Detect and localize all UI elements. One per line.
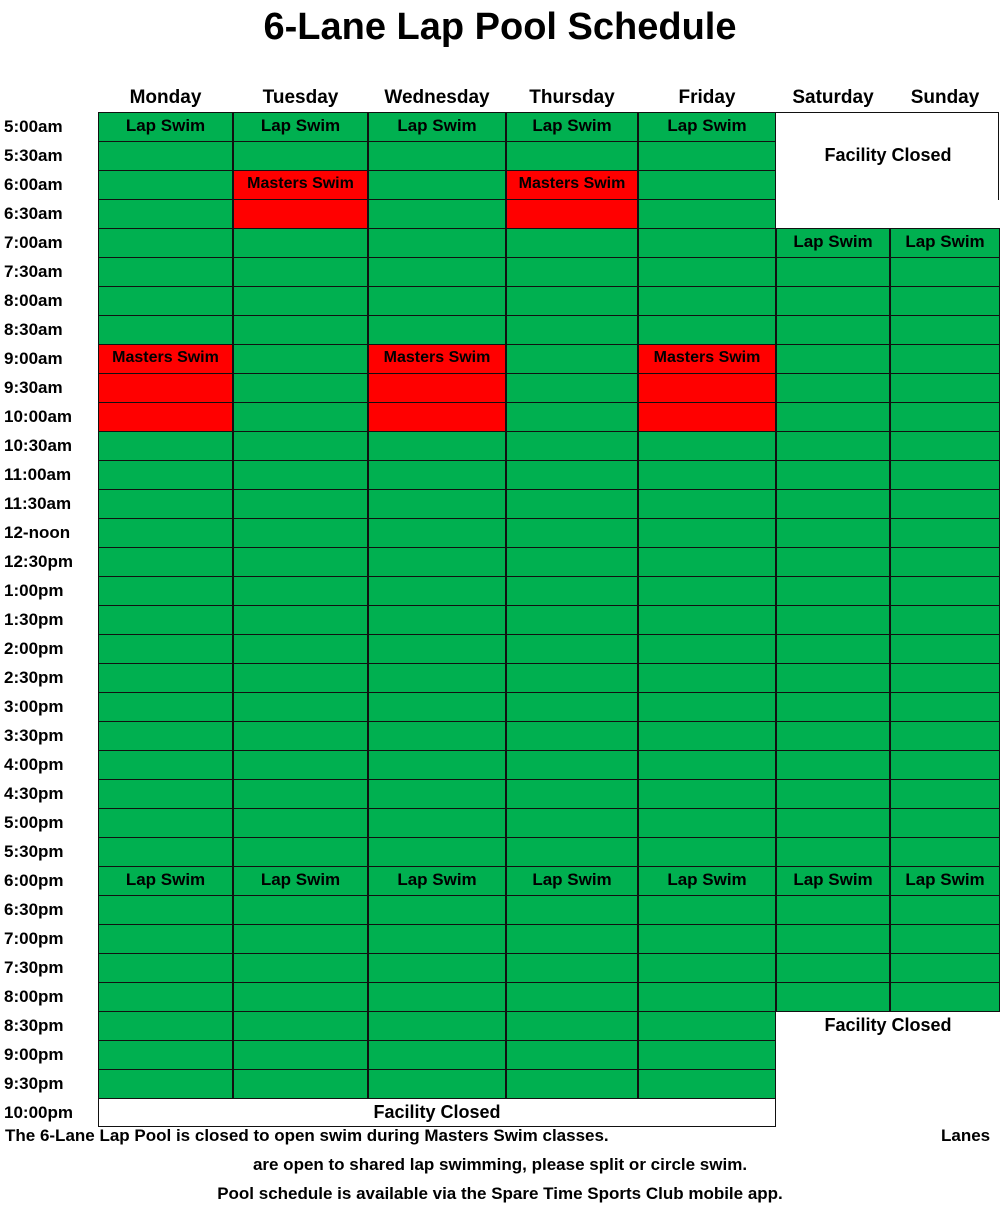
- lap-swim-slot-friday: [638, 1011, 776, 1041]
- lap-swim-slot-saturday: [776, 315, 890, 345]
- lap-swim-slot-thursday: [506, 721, 638, 751]
- lap-swim-slot-thursday: [506, 141, 638, 171]
- lap-swim-slot-thursday: [506, 286, 638, 316]
- lap-swim-slot-wednesday: [368, 286, 506, 316]
- masters-swim-slot-friday: [638, 373, 776, 403]
- lap-swim-slot-friday: [638, 953, 776, 983]
- lap-swim-slot-wednesday: [368, 953, 506, 983]
- lap-swim-slot-friday: [638, 634, 776, 664]
- masters-swim-slot-monday: [98, 402, 233, 432]
- lap-swim-slot-friday: [638, 141, 776, 171]
- lap-swim-slot-friday: [638, 286, 776, 316]
- lap-swim-slot-wednesday: [368, 924, 506, 954]
- lap-swim-slot-thursday: [506, 953, 638, 983]
- lap-swim-slot-saturday: [776, 489, 890, 519]
- time-label: 5:30pm: [4, 842, 64, 861]
- lap-swim-slot-wednesday: [368, 634, 506, 664]
- lap-swim-slot-saturday: [776, 634, 890, 664]
- lap-swim-slot-thursday: [506, 547, 638, 577]
- time-label: 5:00am: [4, 117, 63, 136]
- time-label: 10:30am: [4, 436, 73, 455]
- lap-swim-slot-sunday: [890, 605, 1000, 635]
- lap-swim-slot-thursday: [506, 895, 638, 925]
- lap-swim-slot-monday: [98, 924, 233, 954]
- lap-swim-slot-friday: [638, 605, 776, 635]
- masters-swim-slot-friday: [638, 402, 776, 432]
- lap-swim-slot-tuesday: Lap Swim: [233, 112, 368, 142]
- time-label: 2:00pm: [4, 639, 64, 658]
- weekend-morning-closed-label: Facility Closed: [824, 145, 952, 165]
- lap-swim-slot-saturday: [776, 402, 890, 432]
- lap-swim-slot-wednesday: [368, 141, 506, 171]
- lap-swim-slot-wednesday: [368, 895, 506, 925]
- lap-swim-slot-wednesday: [368, 576, 506, 606]
- lap-swim-slot-monday: [98, 576, 233, 606]
- lap-swim-slot-sunday: [890, 837, 1000, 867]
- lap-swim-slot-saturday: [776, 605, 890, 635]
- lap-swim-slot-thursday: [506, 750, 638, 780]
- lap-swim-slot-wednesday: [368, 431, 506, 461]
- lap-swim-slot-tuesday: [233, 489, 368, 519]
- lap-swim-slot-saturday: [776, 924, 890, 954]
- lap-swim-slot-monday: [98, 721, 233, 751]
- day-header-wednesday: Wednesday: [384, 87, 490, 108]
- lap-swim-slot-thursday: [506, 402, 638, 432]
- lap-swim-slot-sunday: [890, 663, 1000, 693]
- lap-swim-slot-tuesday: [233, 315, 368, 345]
- lap-swim-slot-wednesday: [368, 199, 506, 229]
- lap-swim-slot-sunday: [890, 924, 1000, 954]
- masters-swim-slot-monday: Masters Swim: [98, 344, 233, 374]
- lap-swim-slot-monday: [98, 1011, 233, 1041]
- lap-swim-slot-thursday: [506, 779, 638, 809]
- lap-swim-slot-sunday: [890, 547, 1000, 577]
- lap-swim-slot-friday: [638, 199, 776, 229]
- time-label: 1:30pm: [4, 610, 64, 629]
- masters-swim-slot-tuesday: [233, 199, 368, 229]
- lap-swim-slot-saturday: [776, 547, 890, 577]
- lap-swim-slot-friday: [638, 663, 776, 693]
- lap-swim-slot-friday: [638, 489, 776, 519]
- lap-swim-slot-friday: [638, 228, 776, 258]
- lap-swim-slot-monday: Lap Swim: [98, 112, 233, 142]
- lap-swim-slot-tuesday: [233, 576, 368, 606]
- lap-swim-slot-sunday: [890, 692, 1000, 722]
- lap-swim-slot-tuesday: [233, 837, 368, 867]
- lap-swim-slot-wednesday: [368, 982, 506, 1012]
- lap-swim-slot-monday: [98, 634, 233, 664]
- lap-swim-slot-saturday: [776, 286, 890, 316]
- lap-swim-slot-tuesday: [233, 634, 368, 664]
- lap-swim-slot-tuesday: Lap Swim: [233, 866, 368, 896]
- lap-swim-slot-wednesday: Lap Swim: [368, 112, 506, 142]
- lap-swim-slot-friday: [638, 431, 776, 461]
- masters-swim-slot-monday: [98, 373, 233, 403]
- time-label: 8:00pm: [4, 987, 64, 1006]
- page-title: 6-Lane Lap Pool Schedule: [263, 6, 737, 48]
- time-label: 6:00pm: [4, 871, 64, 890]
- lap-swim-slot-friday: [638, 518, 776, 548]
- lap-swim-slot-monday: [98, 837, 233, 867]
- time-label: 7:00pm: [4, 929, 64, 948]
- time-label: 11:30am: [4, 494, 72, 513]
- lap-swim-slot-tuesday: [233, 1069, 368, 1099]
- lap-swim-slot-monday: Lap Swim: [98, 866, 233, 896]
- lap-swim-slot-thursday: Lap Swim: [506, 112, 638, 142]
- lap-swim-slot-thursday: Lap Swim: [506, 866, 638, 896]
- lap-swim-slot-thursday: [506, 605, 638, 635]
- lap-swim-slot-wednesday: [368, 779, 506, 809]
- lap-swim-slot-wednesday: [368, 1040, 506, 1070]
- lap-swim-slot-wednesday: [368, 489, 506, 519]
- lap-swim-slot-sunday: [890, 634, 1000, 664]
- lap-swim-slot-monday: [98, 518, 233, 548]
- lap-swim-slot-saturday: [776, 257, 890, 287]
- time-label: 8:00am: [4, 291, 63, 310]
- lap-swim-slot-sunday: [890, 779, 1000, 809]
- lap-swim-slot-thursday: [506, 518, 638, 548]
- lap-swim-slot-tuesday: [233, 547, 368, 577]
- lap-swim-slot-wednesday: [368, 1011, 506, 1041]
- lap-swim-slot-monday: [98, 808, 233, 838]
- lap-swim-slot-friday: Lap Swim: [638, 112, 776, 142]
- lap-swim-slot-tuesday: [233, 895, 368, 925]
- lap-swim-slot-thursday: [506, 228, 638, 258]
- lap-swim-slot-monday: [98, 431, 233, 461]
- lap-swim-slot-thursday: [506, 257, 638, 287]
- lap-swim-slot-wednesday: [368, 257, 506, 287]
- lap-swim-slot-wednesday: [368, 605, 506, 635]
- lap-swim-slot-friday: [638, 808, 776, 838]
- lap-swim-slot-wednesday: [368, 750, 506, 780]
- time-label: 4:00pm: [4, 755, 64, 774]
- masters-swim-slot-tuesday: Masters Swim: [233, 170, 368, 200]
- lap-swim-slot-wednesday: [368, 692, 506, 722]
- lap-swim-slot-wednesday: [368, 837, 506, 867]
- lap-swim-slot-monday: [98, 141, 233, 171]
- time-label: 7:30am: [4, 262, 63, 281]
- lap-swim-slot-wednesday: [368, 315, 506, 345]
- time-label: 10:00am: [4, 407, 73, 426]
- lap-swim-slot-saturday: [776, 808, 890, 838]
- lap-swim-slot-tuesday: [233, 344, 368, 374]
- lap-swim-slot-saturday: [776, 779, 890, 809]
- day-header-monday: Monday: [129, 87, 202, 108]
- lap-swim-slot-tuesday: [233, 141, 368, 171]
- time-label: 7:00am: [4, 233, 63, 252]
- lap-swim-slot-saturday: [776, 518, 890, 548]
- time-label: 10:00pm: [4, 1103, 73, 1122]
- lap-swim-slot-wednesday: Lap Swim: [368, 866, 506, 896]
- lap-swim-slot-tuesday: [233, 1011, 368, 1041]
- lap-swim-slot-friday: [638, 1069, 776, 1099]
- lap-swim-slot-wednesday: [368, 808, 506, 838]
- weekend-evening-closed-label: Facility Closed: [824, 1015, 952, 1035]
- lap-swim-slot-thursday: [506, 373, 638, 403]
- lap-swim-slot-wednesday: [368, 721, 506, 751]
- day-header-friday: Friday: [678, 87, 736, 108]
- lap-swim-slot-monday: [98, 953, 233, 983]
- lap-swim-slot-monday: [98, 750, 233, 780]
- lap-swim-slot-monday: [98, 547, 233, 577]
- time-label: 5:00pm: [4, 813, 64, 832]
- lap-swim-slot-tuesday: [233, 779, 368, 809]
- footer-note-2: are open to shared lap swimming, please split or circle swim.: [252, 1155, 748, 1174]
- lap-swim-slot-monday: [98, 228, 233, 258]
- lap-swim-slot-tuesday: [233, 750, 368, 780]
- lap-swim-slot-sunday: [890, 721, 1000, 751]
- lap-swim-slot-saturday: [776, 750, 890, 780]
- lap-swim-slot-friday: [638, 1040, 776, 1070]
- lap-swim-slot-sunday: Lap Swim: [890, 228, 1000, 258]
- lap-swim-slot-saturday: [776, 692, 890, 722]
- lap-swim-slot-tuesday: [233, 460, 368, 490]
- lap-swim-slot-sunday: [890, 489, 1000, 519]
- lap-swim-slot-monday: [98, 199, 233, 229]
- lap-swim-slot-friday: [638, 315, 776, 345]
- lap-swim-slot-thursday: [506, 837, 638, 867]
- lap-swim-slot-sunday: [890, 373, 1000, 403]
- lap-swim-slot-tuesday: [233, 286, 368, 316]
- lap-swim-slot-friday: [638, 547, 776, 577]
- lap-swim-slot-wednesday: [368, 460, 506, 490]
- masters-swim-slot-thursday: [506, 199, 638, 229]
- lap-swim-slot-tuesday: [233, 257, 368, 287]
- day-header-tuesday: Tuesday: [262, 87, 339, 108]
- time-label: 6:00am: [4, 175, 63, 194]
- masters-swim-slot-wednesday: Masters Swim: [368, 344, 506, 374]
- lap-swim-slot-monday: [98, 489, 233, 519]
- lap-swim-slot-sunday: [890, 460, 1000, 490]
- lap-swim-slot-wednesday: [368, 547, 506, 577]
- lap-swim-slot-tuesday: [233, 373, 368, 403]
- lap-swim-slot-thursday: [506, 1069, 638, 1099]
- time-label: 11:00am: [4, 465, 72, 484]
- lap-swim-slot-sunday: [890, 982, 1000, 1012]
- time-label: 6:30pm: [4, 900, 64, 919]
- lap-swim-slot-saturday: [776, 895, 890, 925]
- lap-swim-slot-thursday: [506, 489, 638, 519]
- lap-swim-slot-monday: [98, 663, 233, 693]
- time-label: 3:30pm: [4, 726, 64, 745]
- lap-swim-slot-tuesday: [233, 953, 368, 983]
- masters-swim-slot-wednesday: [368, 373, 506, 403]
- lap-swim-slot-saturday: [776, 837, 890, 867]
- lap-swim-slot-friday: [638, 982, 776, 1012]
- time-label: 8:30am: [4, 320, 63, 339]
- lap-swim-slot-friday: [638, 692, 776, 722]
- lap-swim-slot-sunday: [890, 402, 1000, 432]
- lap-swim-slot-thursday: [506, 344, 638, 374]
- lap-swim-slot-monday: [98, 692, 233, 722]
- lap-swim-slot-saturday: [776, 576, 890, 606]
- lap-swim-slot-friday: [638, 924, 776, 954]
- lap-swim-slot-sunday: [890, 953, 1000, 983]
- lap-swim-slot-friday: [638, 750, 776, 780]
- time-label: 9:30am: [4, 378, 63, 397]
- lap-swim-slot-saturday: Lap Swim: [776, 866, 890, 896]
- lap-swim-slot-saturday: [776, 344, 890, 374]
- time-label: 9:00am: [4, 349, 63, 368]
- lap-swim-slot-thursday: [506, 1011, 638, 1041]
- lap-swim-slot-sunday: [890, 750, 1000, 780]
- masters-swim-slot-wednesday: [368, 402, 506, 432]
- lap-swim-slot-friday: [638, 257, 776, 287]
- lap-swim-slot-tuesday: [233, 721, 368, 751]
- lap-swim-slot-sunday: [890, 518, 1000, 548]
- time-label: 4:30pm: [4, 784, 64, 803]
- lap-swim-slot-sunday: Lap Swim: [890, 866, 1000, 896]
- lap-swim-slot-tuesday: [233, 431, 368, 461]
- time-label: 9:30pm: [4, 1074, 64, 1093]
- lap-swim-slot-thursday: [506, 808, 638, 838]
- lap-swim-slot-thursday: [506, 982, 638, 1012]
- time-label: 8:30pm: [4, 1016, 64, 1035]
- lap-swim-slot-thursday: [506, 663, 638, 693]
- lap-swim-slot-sunday: [890, 808, 1000, 838]
- lap-swim-slot-thursday: [506, 431, 638, 461]
- day-header-saturday: Saturday: [792, 87, 874, 108]
- time-label: 7:30pm: [4, 958, 64, 977]
- lap-swim-slot-tuesday: [233, 518, 368, 548]
- lap-swim-slot-wednesday: [368, 170, 506, 200]
- time-label: 3:00pm: [4, 697, 64, 716]
- footer-note-1-end: Lanes: [941, 1126, 991, 1145]
- time-label: 12:30pm: [4, 552, 73, 571]
- lap-swim-slot-monday: [98, 605, 233, 635]
- lap-swim-slot-wednesday: [368, 1069, 506, 1099]
- lap-swim-slot-tuesday: [233, 663, 368, 693]
- lap-swim-slot-monday: [98, 286, 233, 316]
- lap-swim-slot-saturday: [776, 460, 890, 490]
- weekday-night-closed-label: Facility Closed: [373, 1102, 501, 1122]
- lap-swim-slot-thursday: [506, 924, 638, 954]
- day-header-sunday: Sunday: [910, 87, 980, 108]
- lap-swim-slot-sunday: [890, 431, 1000, 461]
- lap-swim-slot-thursday: [506, 692, 638, 722]
- lap-swim-slot-friday: [638, 721, 776, 751]
- time-label: 5:30am: [4, 146, 63, 165]
- lap-swim-slot-saturday: [776, 431, 890, 461]
- day-header-thursday: Thursday: [529, 87, 615, 108]
- footer-note-1: The 6-Lane Lap Pool is closed to open swim during Masters Swim classes.: [5, 1126, 609, 1145]
- lap-swim-slot-tuesday: [233, 605, 368, 635]
- lap-swim-slot-friday: [638, 895, 776, 925]
- lap-swim-slot-monday: [98, 257, 233, 287]
- lap-swim-slot-monday: [98, 170, 233, 200]
- lap-swim-slot-tuesday: [233, 692, 368, 722]
- lap-swim-slot-saturday: Lap Swim: [776, 228, 890, 258]
- lap-swim-slot-monday: [98, 1069, 233, 1099]
- masters-swim-slot-friday: Masters Swim: [638, 344, 776, 374]
- lap-swim-slot-sunday: [890, 286, 1000, 316]
- time-label: 2:30pm: [4, 668, 64, 687]
- lap-swim-slot-tuesday: [233, 228, 368, 258]
- lap-swim-slot-tuesday: [233, 982, 368, 1012]
- lap-swim-slot-friday: [638, 837, 776, 867]
- lap-swim-slot-tuesday: [233, 1040, 368, 1070]
- lap-swim-slot-monday: [98, 779, 233, 809]
- lap-swim-slot-thursday: [506, 315, 638, 345]
- lap-swim-slot-sunday: [890, 576, 1000, 606]
- lap-swim-slot-saturday: [776, 663, 890, 693]
- lap-swim-slot-saturday: [776, 373, 890, 403]
- lap-swim-slot-friday: Lap Swim: [638, 866, 776, 896]
- time-label: 12-noon: [4, 523, 71, 542]
- lap-swim-slot-monday: [98, 982, 233, 1012]
- lap-swim-slot-friday: [638, 460, 776, 490]
- lap-swim-slot-friday: [638, 576, 776, 606]
- lap-swim-slot-monday: [98, 895, 233, 925]
- footer-note-3: Pool schedule is available via the Spare Time Sports Club mobile app.: [217, 1184, 783, 1203]
- lap-swim-slot-sunday: [890, 257, 1000, 287]
- lap-swim-slot-thursday: [506, 460, 638, 490]
- lap-swim-slot-tuesday: [233, 924, 368, 954]
- lap-swim-slot-monday: [98, 1040, 233, 1070]
- lap-swim-slot-monday: [98, 460, 233, 490]
- lap-swim-slot-friday: [638, 170, 776, 200]
- lap-swim-slot-thursday: [506, 576, 638, 606]
- time-label: 6:30am: [4, 204, 63, 223]
- masters-swim-slot-thursday: Masters Swim: [506, 170, 638, 200]
- lap-swim-slot-sunday: [890, 344, 1000, 374]
- lap-swim-slot-saturday: [776, 953, 890, 983]
- lap-swim-slot-sunday: [890, 895, 1000, 925]
- lap-swim-slot-tuesday: [233, 808, 368, 838]
- time-label: 1:00pm: [4, 581, 64, 600]
- lap-swim-slot-saturday: [776, 982, 890, 1012]
- lap-swim-slot-thursday: [506, 634, 638, 664]
- time-label: 9:00pm: [4, 1045, 64, 1064]
- lap-swim-slot-wednesday: [368, 518, 506, 548]
- lap-swim-slot-sunday: [890, 315, 1000, 345]
- lap-swim-slot-tuesday: [233, 402, 368, 432]
- lap-swim-slot-wednesday: [368, 228, 506, 258]
- lap-swim-slot-friday: [638, 779, 776, 809]
- lap-swim-slot-wednesday: [368, 663, 506, 693]
- lap-swim-slot-saturday: [776, 721, 890, 751]
- lap-swim-slot-thursday: [506, 1040, 638, 1070]
- lap-swim-slot-monday: [98, 315, 233, 345]
